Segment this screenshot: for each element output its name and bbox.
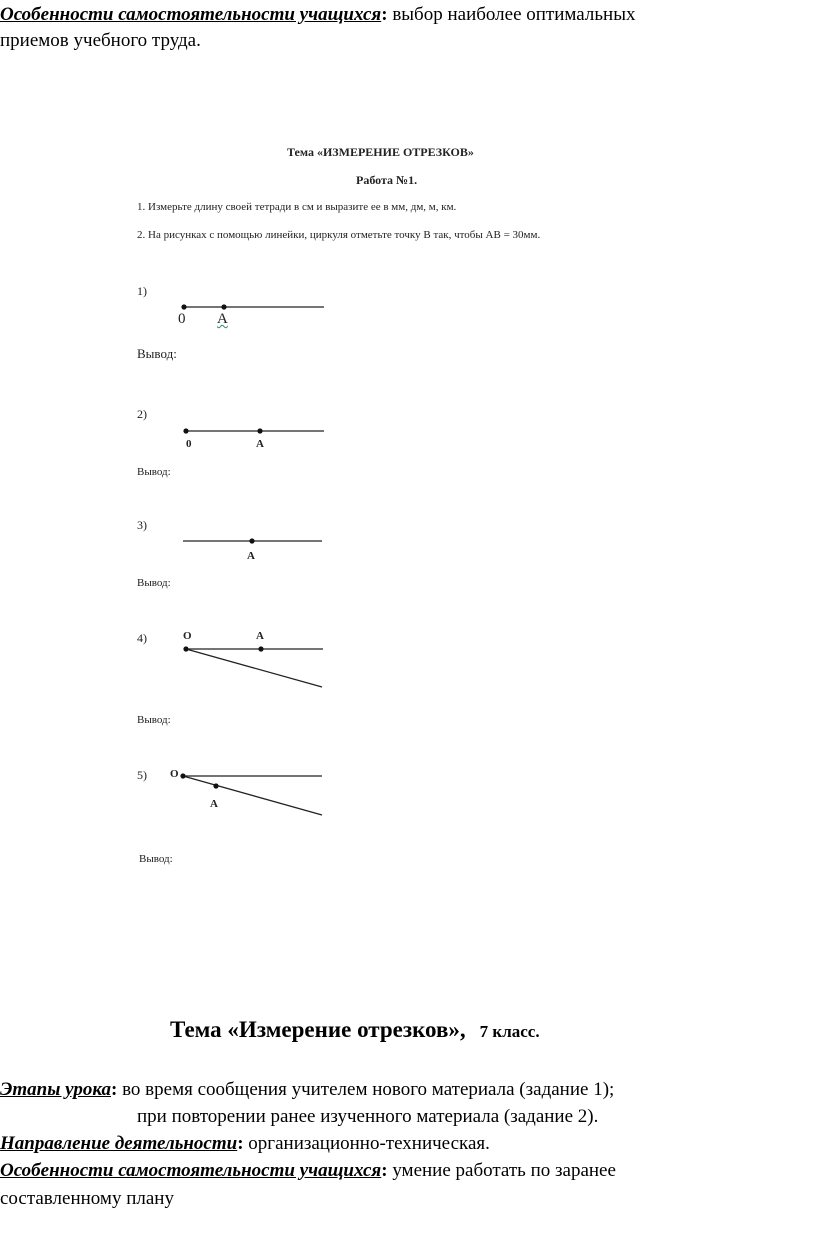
figure-2-conclusion: Вывод: <box>137 466 171 478</box>
figure-4-point-a <box>258 646 263 651</box>
figure-3-point-a <box>249 538 254 543</box>
intro-colon: : <box>381 4 388 25</box>
worksheet-task-2: 2. На рисунках с помощью линейки, циркуля отметьте точку В так, чтобы АВ = 30мм. <box>137 229 541 241</box>
stages-label: Этапы урока <box>0 1079 111 1100</box>
direction-colon: : <box>237 1133 244 1154</box>
direction-line <box>0 1131 490 1157</box>
figure-1-point-a <box>221 304 226 309</box>
topic-grade: 7 класс. <box>479 1022 540 1041</box>
worksheet-work-number: Работа №1. <box>356 173 418 187</box>
figure-1-label-0: 0 <box>178 311 186 327</box>
figure-4-number: 4) <box>137 631 147 645</box>
figure-2-label-a: A <box>256 438 264 450</box>
intro-line-2: приемов учебного труда. <box>0 30 201 51</box>
features-line-2: составленному плану <box>0 1188 174 1209</box>
figure-3-number: 3) <box>137 518 147 532</box>
worksheet-title: Тема «ИЗМЕРЕНИЕ ОТРЕЗКОВ» <box>287 145 474 159</box>
figure-5-conclusion: Вывод: <box>139 853 173 865</box>
direction-label: Направление деятельности <box>0 1133 238 1154</box>
figure-1-label-a: A <box>217 311 228 327</box>
topic-heading <box>170 1017 540 1043</box>
features-text-1: умение работать по заранее <box>387 1160 616 1181</box>
figure-5-label-o: O <box>170 768 179 780</box>
figure-3-label-a: A <box>247 550 255 562</box>
figure-5-ray-slanted <box>183 776 322 815</box>
intro-text-1: выбор наиболее оптимальных <box>387 4 636 25</box>
stages-text-1: во время сообщения учителем нового материала (задание 1); <box>117 1079 615 1100</box>
topic-title: Тема «Измерение отрезков», <box>170 1017 466 1042</box>
features-label: Особенности самостоятельности учащихся <box>0 1160 382 1181</box>
stages-line-2: при повторении ранее изученного материала (задание 2). <box>137 1106 599 1127</box>
figure-2-point-0 <box>183 428 188 433</box>
intro-label: Особенности самостоятельности учащихся <box>0 4 382 25</box>
direction-text: организационно-техническая. <box>243 1133 490 1154</box>
figure-5-point-o <box>180 773 185 778</box>
figure-2-number: 2) <box>137 407 147 421</box>
features-colon: : <box>381 1160 388 1181</box>
stages-colon: : <box>111 1079 118 1100</box>
figure-1-conclusion: Вывод: <box>137 346 177 361</box>
figure-2-label-0: 0 <box>186 438 192 450</box>
figure-4-conclusion: Вывод: <box>137 714 171 726</box>
figure-1-point-0 <box>181 304 186 309</box>
figure-4-ray-slanted <box>186 649 322 687</box>
figure-4-point-o <box>183 646 188 651</box>
figure-5-label-a: A <box>210 798 218 810</box>
worksheet-task-1: 1. Измерьте длину своей тетради в см и выразите ее в мм, дм, м, км. <box>137 201 457 213</box>
figure-5-number: 5) <box>137 768 147 782</box>
features-line-1 <box>0 1158 616 1184</box>
figure-3-conclusion: Вывод: <box>137 577 171 589</box>
figure-4-label-a: A <box>256 630 264 642</box>
figure-4-label-o: O <box>183 630 192 642</box>
stages-line-1 <box>0 1077 614 1103</box>
figure-1-number: 1) <box>137 284 147 298</box>
figure-2-point-a <box>257 428 262 433</box>
figure-5-point-a <box>213 783 218 788</box>
